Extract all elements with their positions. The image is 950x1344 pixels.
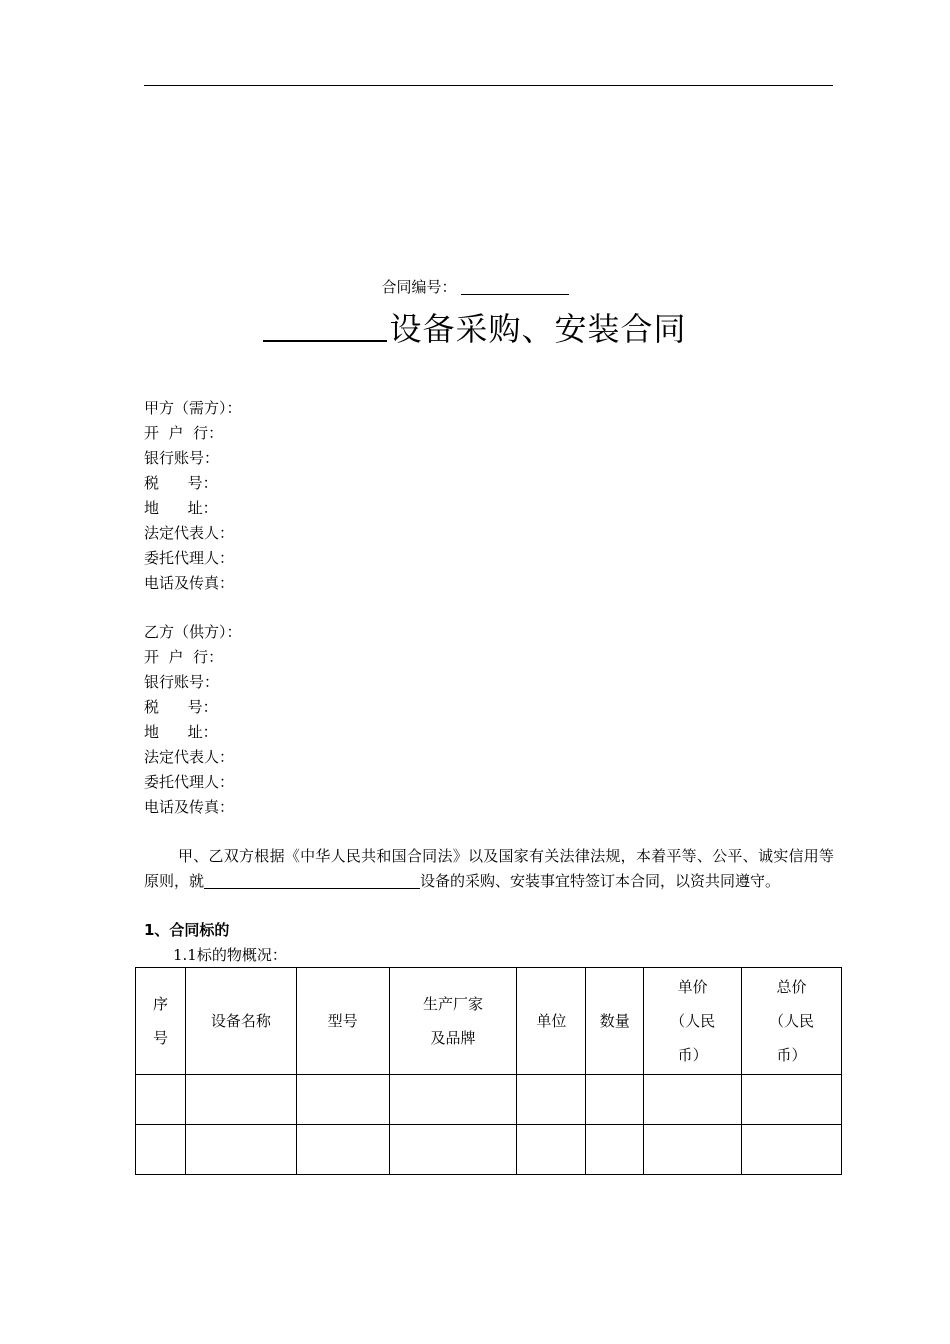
table-header-cell-0: 序 号: [136, 968, 186, 1075]
table-cell[interactable]: [517, 1125, 586, 1175]
equipment-table: [135, 967, 842, 1175]
table-cell[interactable]: [517, 1075, 586, 1125]
table-header-cell-3: 生产厂家 及品牌: [389, 968, 517, 1075]
contract-number-blank[interactable]: [461, 280, 569, 295]
table-header-cell-4: 单位: [517, 968, 586, 1075]
table-cell[interactable]: [644, 1075, 742, 1125]
party-b-field-5: 法定代表人：: [144, 748, 235, 766]
contract-number-label: 合同编号：: [381, 278, 457, 296]
table-cell[interactable]: [742, 1075, 842, 1125]
party-a-field-5: 法定代表人：: [144, 524, 235, 542]
party-b-field-2: 银行账号：: [144, 673, 220, 691]
party-b-field-4: 地 址：: [144, 723, 218, 741]
table-cell[interactable]: [136, 1125, 186, 1175]
title-text: 设备采购、安装合同: [389, 310, 687, 348]
party-a-field-6: 委托代理人：: [144, 549, 235, 567]
table-cell[interactable]: [742, 1125, 842, 1175]
party-a-field-3: 税 号：: [144, 474, 218, 492]
table-cell[interactable]: [586, 1075, 644, 1125]
party-b-field-7: 电话及传真：: [144, 798, 235, 816]
party-b-info: [144, 620, 242, 820]
party-b-field-0: 乙方（供方）：: [144, 623, 242, 641]
party-b-field-1: 开 户 行：: [144, 648, 224, 666]
table-header-cell-2: 型号: [296, 968, 389, 1075]
table-header-cell-5: 数量: [586, 968, 644, 1075]
party-a-field-0: 甲方（需方）：: [144, 399, 242, 417]
party-b-field-3: 税 号：: [144, 698, 218, 716]
table-cell[interactable]: [644, 1125, 742, 1175]
party-a-field-2: 银行账号：: [144, 449, 220, 467]
party-a-field-1: 开 户 行：: [144, 424, 224, 442]
contract-number: [0, 276, 950, 297]
table-cell[interactable]: [185, 1125, 296, 1175]
table-row: [136, 1075, 842, 1125]
table-cell[interactable]: [389, 1125, 517, 1175]
party-a-info: [144, 396, 242, 596]
document-title: [0, 304, 950, 350]
intro-text-after: 设备的采购、安装事宜特签订本合同，以资共同遵守。: [420, 872, 781, 890]
party-a-field-7: 电话及传真：: [144, 574, 235, 592]
table-cell[interactable]: [185, 1075, 296, 1125]
party-b-field-6: 委托代理人：: [144, 773, 235, 791]
equipment-name-blank[interactable]: [204, 872, 420, 889]
header-rule: [144, 85, 833, 86]
table-cell[interactable]: [586, 1125, 644, 1175]
table-cell[interactable]: [296, 1125, 389, 1175]
section-1-title: 1、合同标的: [144, 921, 230, 939]
title-blank[interactable]: [263, 310, 387, 342]
table-cell[interactable]: [136, 1075, 186, 1125]
intro-paragraph: [144, 844, 834, 894]
intro-text-before: 甲、乙双方根据《中华人民共和国合同法》以及国家有关法律法规，本着平等、公平、诚实信用等原则，就: [144, 847, 834, 890]
table-row: [136, 1125, 842, 1175]
table-header-row: [136, 968, 842, 1075]
table-cell[interactable]: [389, 1075, 517, 1125]
party-a-field-4: 地 址：: [144, 499, 218, 517]
table-cell[interactable]: [296, 1075, 389, 1125]
section-1-1-title: 1.1标的物概况：: [173, 946, 287, 964]
table-header-cell-1: 设备名称: [185, 968, 296, 1075]
table-header-cell-7: 总价 （人民 币）: [742, 968, 842, 1075]
table-header-cell-6: 单价 （人民 币）: [644, 968, 742, 1075]
